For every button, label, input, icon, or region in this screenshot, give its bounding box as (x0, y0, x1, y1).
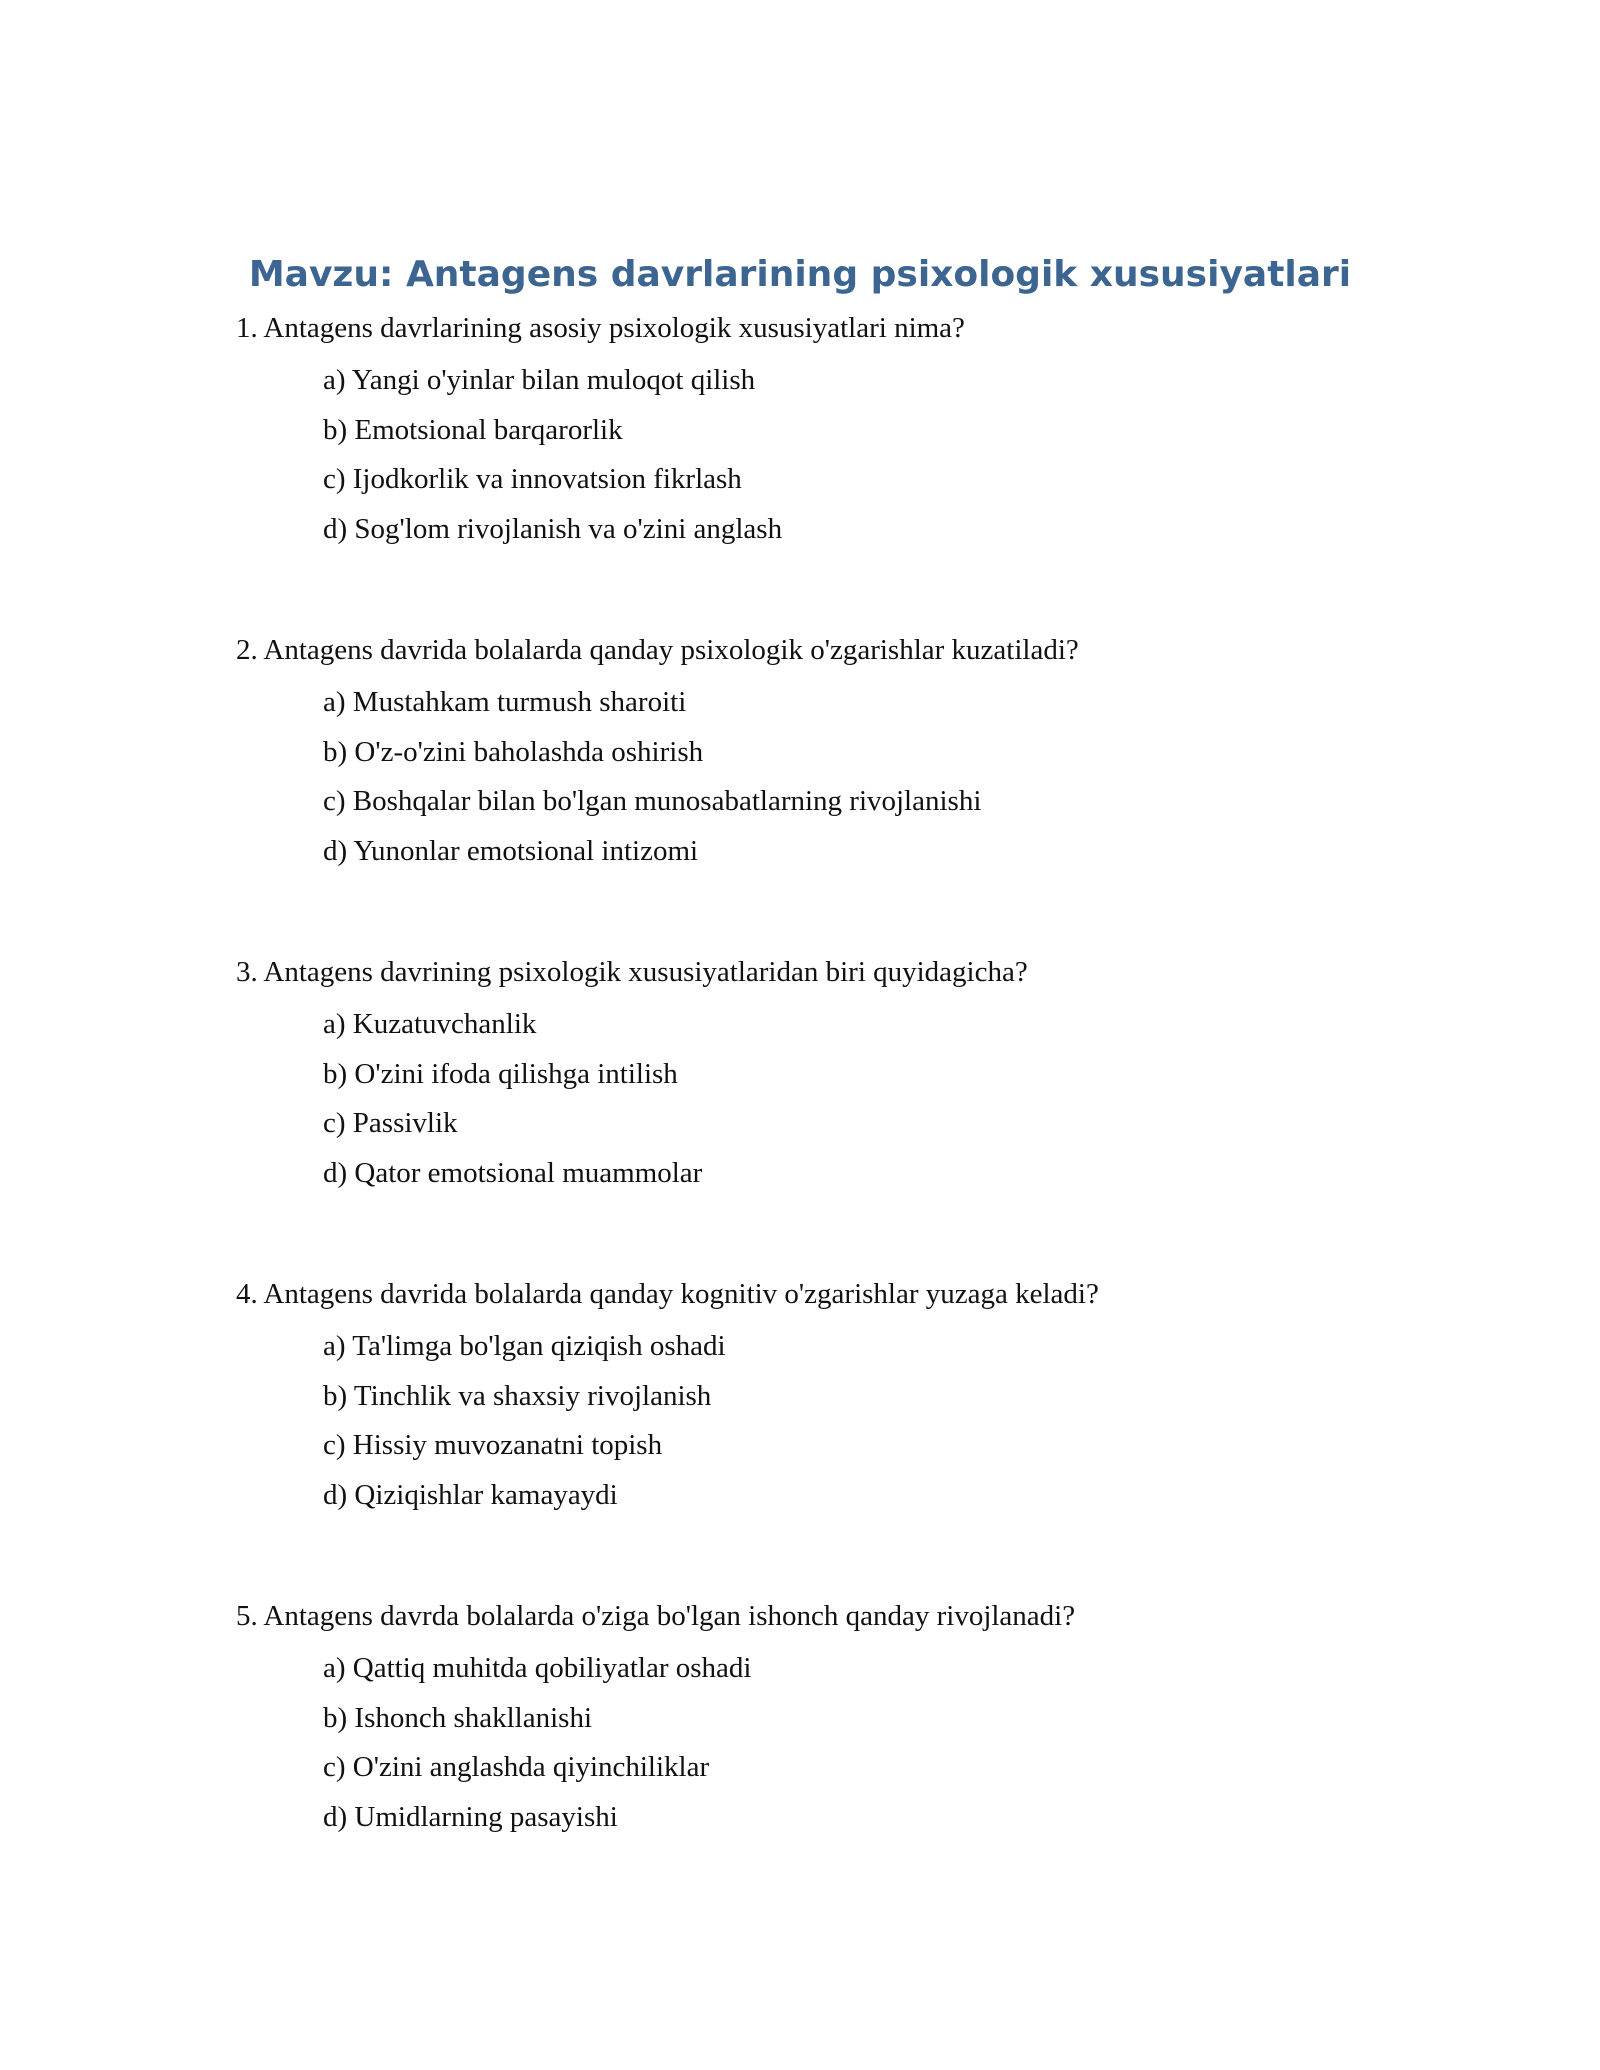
answer-option: d) Sog'lom rivojlanish va o'zini anglash (323, 512, 783, 545)
answer-option: c) Boshqalar bilan bo'lgan munosabatlarning rivojlanishi (323, 785, 982, 817)
answer-option: d) Qator emotsional muammolar (323, 1156, 703, 1189)
answer-options (236, 1644, 1416, 1842)
answer-option: c) Passivlik (323, 1107, 458, 1139)
question-item (236, 1272, 1416, 1520)
answer-option: a) Kuzatuvchanlik (323, 1008, 537, 1040)
answer-options (236, 678, 1416, 876)
answer-option: a) Ta'limga bo'lgan qiziqish oshadi (323, 1330, 726, 1362)
answer-option: a) Mustahkam turmush sharoiti (323, 686, 687, 718)
answer-option: b) O'z-o'zini baholashda oshirish (323, 735, 704, 768)
answer-option: c) O'zini anglashda qiyinchiliklar (323, 1751, 710, 1783)
question-text: 1. Antagens davrlarining asosiy psixologik xususiyatlari nima? (236, 312, 965, 344)
answer-option: d) Umidlarning pasayishi (323, 1800, 618, 1833)
question-item (236, 306, 1416, 554)
answer-options (236, 1000, 1416, 1198)
answer-option: b) O'zini ifoda qilishga intilish (323, 1057, 678, 1090)
answer-options (236, 356, 1416, 554)
answer-option: a) Qattiq muhitda qobiliyatlar oshadi (323, 1652, 752, 1684)
answer-options (236, 1322, 1416, 1520)
answer-option: a) Yangi o'yinlar bilan muloqot qilish (323, 364, 756, 396)
answer-option: b) Ishonch shakllanishi (323, 1701, 593, 1734)
question-text: 2. Antagens davrida bolalarda qanday psixologik o'zgarishlar kuzatiladi? (236, 634, 1079, 666)
page-title: Mavzu: Antagens davrlarining psixologik xususiyatlari (248, 254, 1352, 295)
answer-option: d) Qiziqishlar kamayaydi (323, 1478, 618, 1511)
answer-option: c) Ijodkorlik va innovatsion fikrlash (323, 463, 742, 495)
question-text: 5. Antagens davrda bolalarda o'ziga bo'lgan ishonch qanday rivojlanadi? (236, 1600, 1076, 1632)
question-text: 3. Antagens davrining psixologik xususiyatlaridan biri quyidagicha? (236, 956, 1028, 988)
question-item (236, 1594, 1416, 1842)
answer-option: d) Yunonlar emotsional intizomi (323, 834, 699, 867)
question-item (236, 950, 1416, 1198)
answer-option: c) Hissiy muvozanatni topish (323, 1429, 663, 1461)
question-item (236, 628, 1416, 876)
answer-option: b) Emotsional barqarorlik (323, 413, 623, 446)
answer-option: b) Tinchlik va shaxsiy rivojlanish (323, 1379, 712, 1412)
question-list (236, 306, 1416, 1916)
question-text: 4. Antagens davrida bolalarda qanday kognitiv o'zgarishlar yuzaga keladi? (236, 1278, 1099, 1310)
